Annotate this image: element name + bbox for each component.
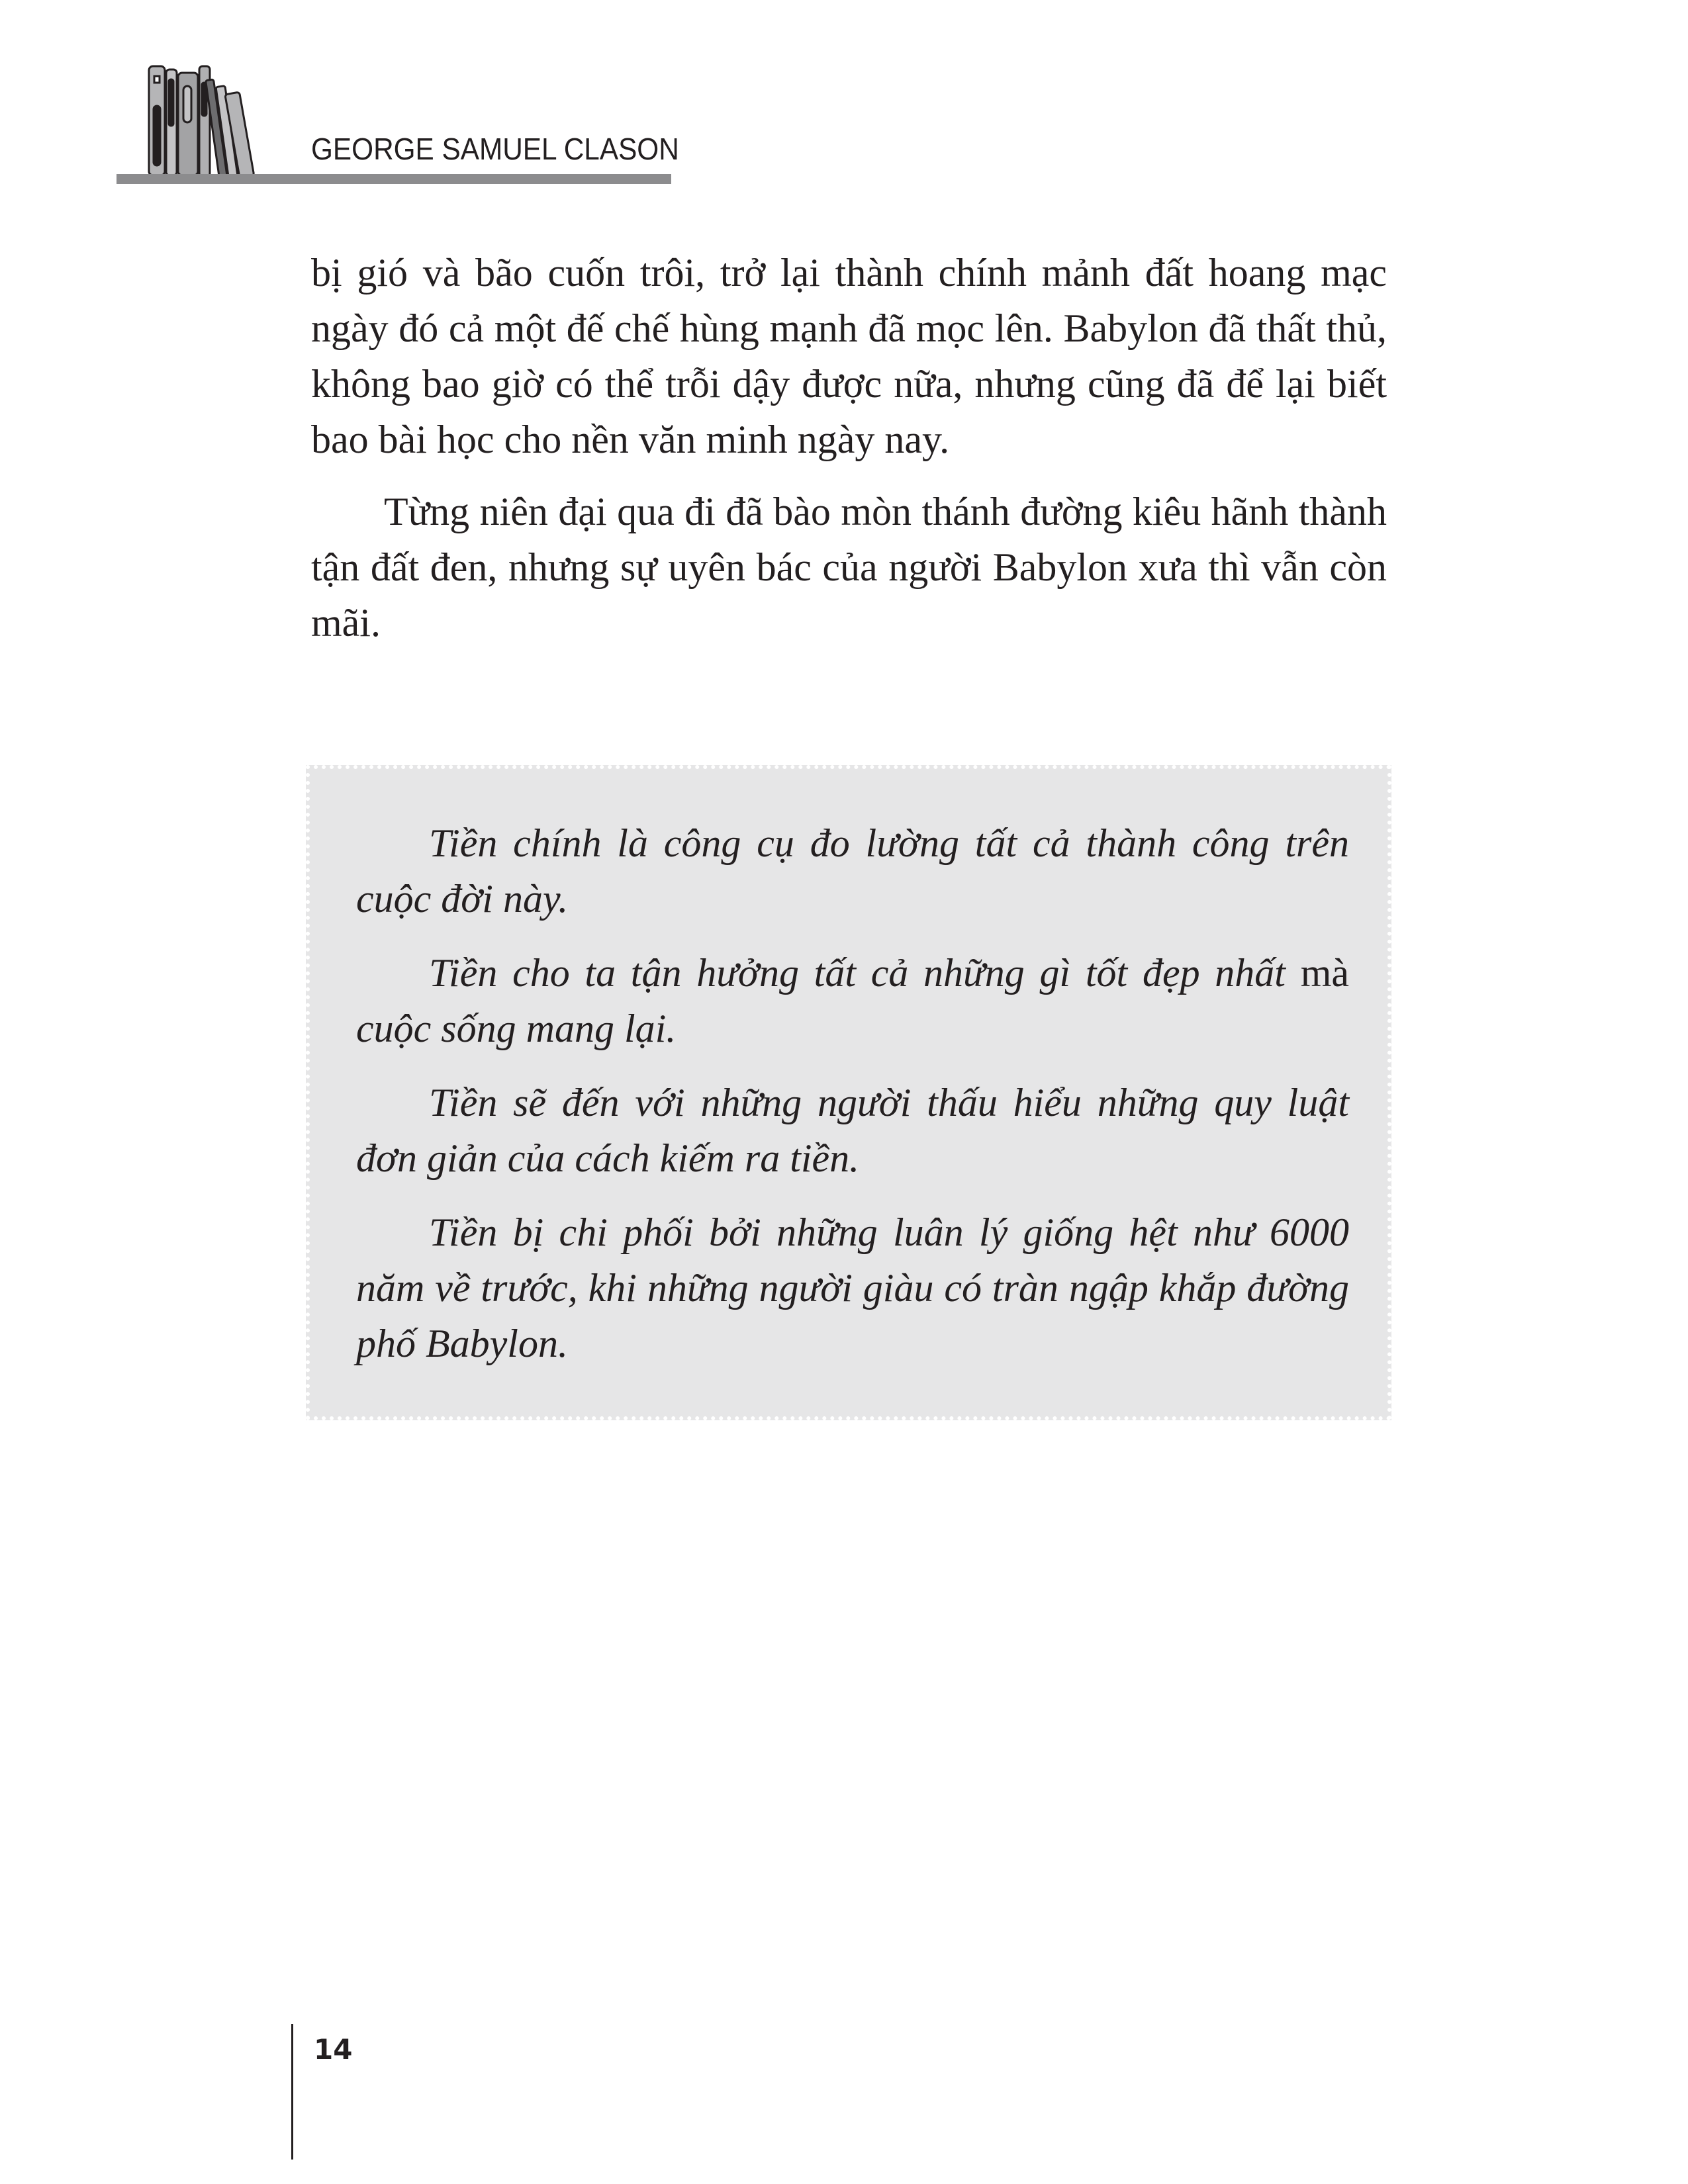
page-number: 14 bbox=[314, 2033, 353, 2066]
quote-text bbox=[356, 815, 1349, 1390]
paragraph: Từng niên đại qua đi đã bào mòn thánh đường kiêu hãnh thành tận đất đen, nhưng sự uyên bác của người Babylon xưa thì vẫn còn mãi. bbox=[311, 490, 1387, 645]
quote-fragment: cuộc sống mang lại. bbox=[356, 1007, 677, 1050]
quote-box bbox=[306, 765, 1391, 1420]
quote-fragment-upright: mà bbox=[1300, 951, 1349, 995]
quote-fragment: Tiền cho ta tận hưởng tất cả những gì tốt đẹp nhất bbox=[429, 951, 1301, 995]
quote-paragraph: Tiền sẽ đến với những người thấu hiểu những quy luật đơn giản của cách kiếm ra tiền. bbox=[356, 1081, 1349, 1180]
quote-paragraph: Tiền chính là công cụ đo lường tất cả thành công trên cuộc đời này. bbox=[356, 821, 1349, 921]
body-text bbox=[311, 245, 1387, 667]
page-number-rule bbox=[291, 2024, 293, 2160]
paragraph: bị gió và bão cuốn trôi, trở lại thành chính mảnh đất hoang mạc ngày đó cả một đế chế hùng mạnh đã mọc lên. Babylon đã thất thủ, không bao giờ có thể trỗi dậy được nữa, nhưng cũng đã để lại biết bao bài học cho nền văn minh ngày nay. bbox=[311, 251, 1387, 461]
shelf-divider bbox=[117, 174, 671, 184]
books-on-shelf-icon bbox=[142, 63, 314, 182]
author-name: GEORGE SAMUEL CLASON bbox=[311, 132, 679, 166]
quote-paragraph: Tiền bị chi phối bởi những luân lý giống hệt như 6000 năm về trước, khi những người giàu có tràn ngập khắp đường phố Babylon. bbox=[356, 1210, 1349, 1365]
quote-paragraph bbox=[356, 945, 1349, 1056]
